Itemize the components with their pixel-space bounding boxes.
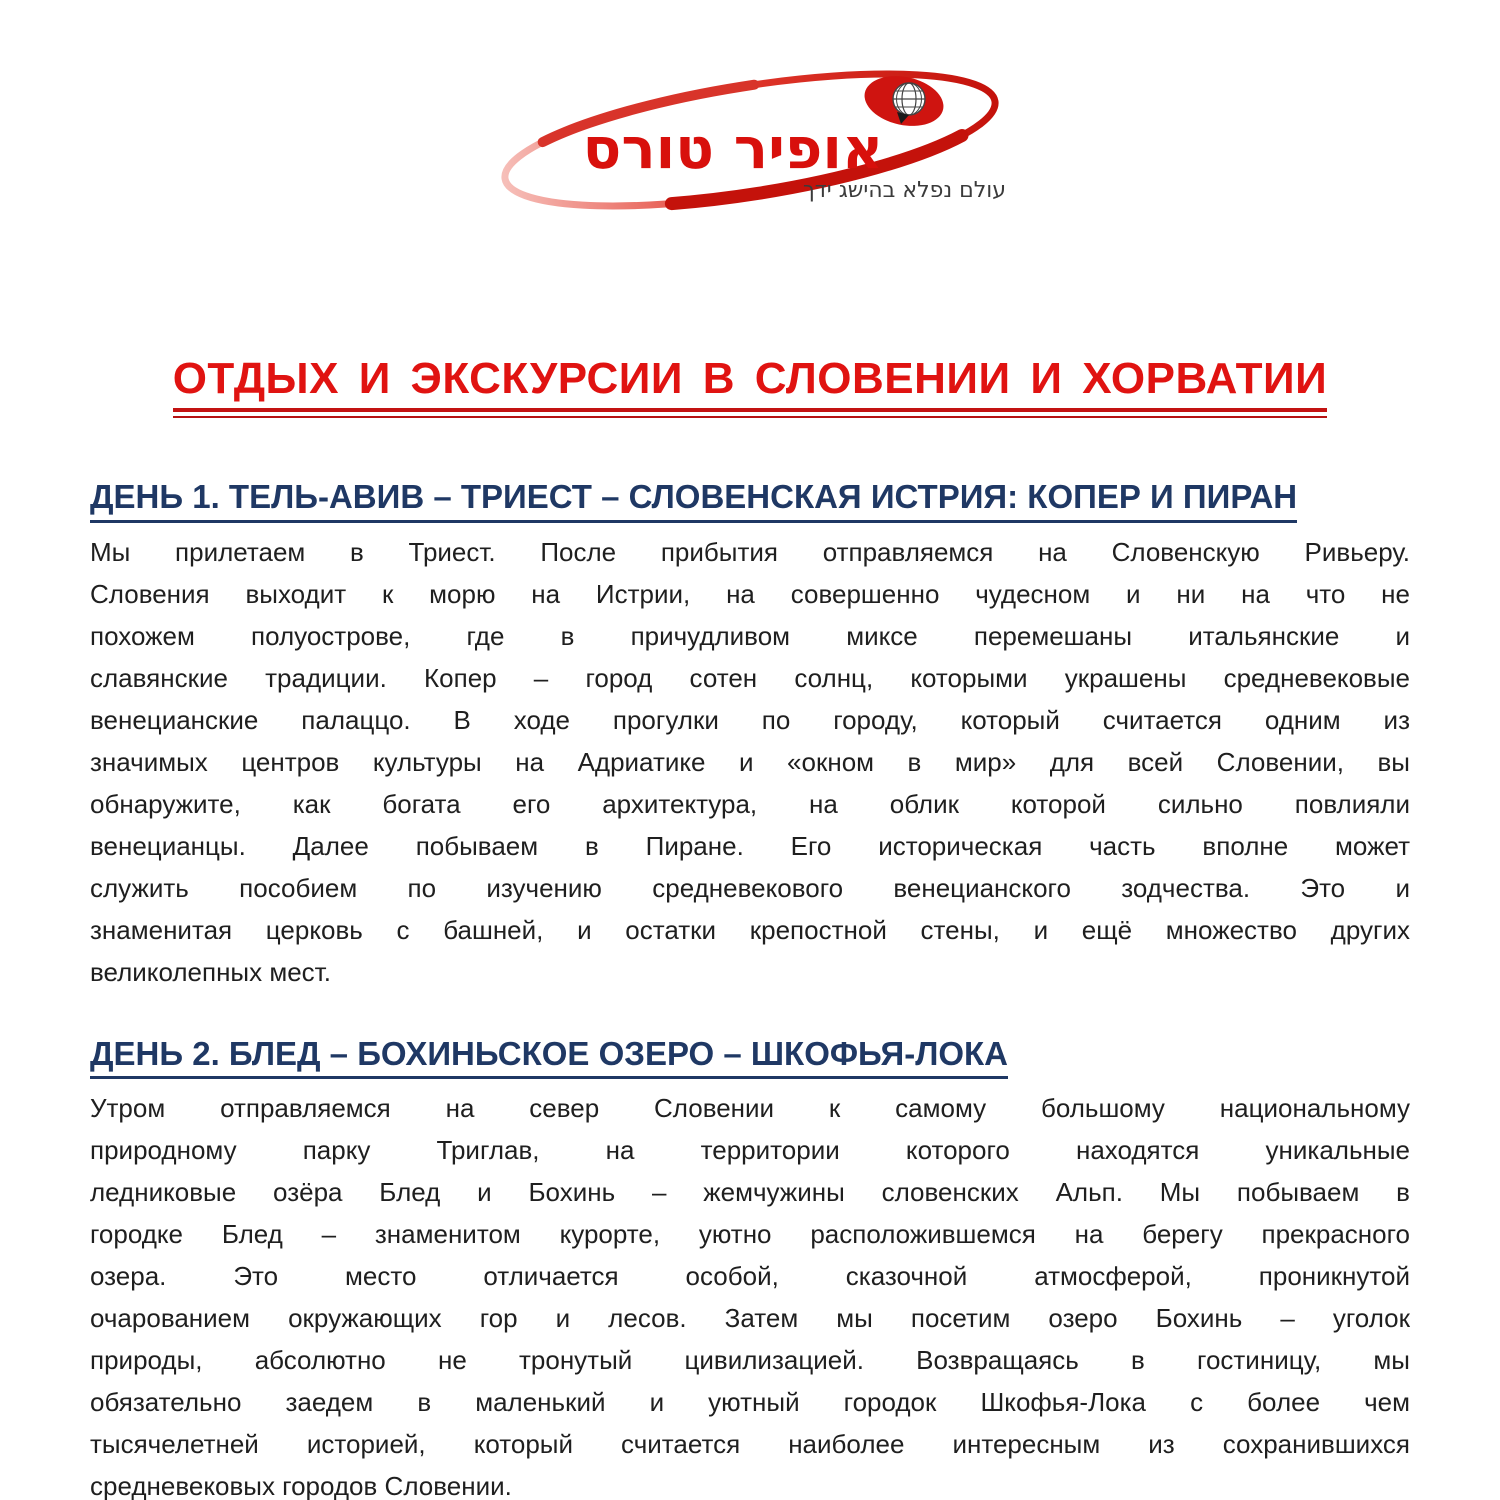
day-1-heading <box>90 476 1410 522</box>
document-body <box>90 476 1410 1500</box>
body-line: славянские традиции. Копер – город сотен солнц, которыми украшены средневековые <box>90 662 1410 693</box>
body-line: значимых центров культуры на Адриатике и «окном в мир» для всей Словении, вы <box>90 746 1410 777</box>
body-line: венецианцы. Далее побываем в Пиране. Его историческая часть вполне может <box>90 830 1410 861</box>
body-line: тысячелетней историей, который считается наиболее интересным из сохранившихся <box>90 1428 1410 1459</box>
body-line: природы, абсолютно не тронутый цивилизацией. Возвращаясь в гостиницу, мы <box>90 1344 1410 1375</box>
body-line: служить пособием по изучению средневекового венецианского зодчества. Это и <box>90 872 1410 903</box>
brand-tagline-hebrew: עולם נפלא בהישג ידך <box>802 178 1006 203</box>
document-title: ОТДЫХ И ЭКСКУРСИИ В СЛОВЕНИИ И ХОРВАТИИ <box>173 354 1328 418</box>
body-line: Словения выходит к морю на Истрии, на совершенно чудесном и ни на что не <box>90 578 1410 609</box>
company-logo <box>485 68 1015 218</box>
company-logo-graphic <box>485 68 1015 213</box>
body-line: средневековых городов Словении. <box>90 1470 512 1500</box>
body-line: великолепных мест. <box>90 956 331 987</box>
body-line: Утром отправляемся на север Словении к самому большому национальному <box>90 1092 1410 1123</box>
day-2-heading-text: ДЕНЬ 2. БЛЕД – БОХИНЬСКОЕ ОЗЕРО – ШКОФЬЯ-ЛОКА <box>90 1033 1008 1079</box>
day-2-heading <box>90 1033 1410 1079</box>
day-2-paragraph <box>90 1087 1410 1500</box>
body-line: Мы прилетаем в Триест. После прибытия отправляемся на Словенскую Ривьеру. <box>90 536 1410 567</box>
brand-name-hebrew: אופיר טורס <box>582 116 884 182</box>
day-1-paragraph <box>90 531 1410 993</box>
body-line: ледниковые озёра Блед и Бохинь – жемчужины словенских Альп. Мы побываем в <box>90 1176 1410 1207</box>
body-line: венецианские палаццо. В ходе прогулки по городу, который считается одним из <box>90 704 1410 735</box>
body-line: озера. Это место отличается особой, сказочной атмосферой, проникнутой <box>90 1260 1410 1291</box>
body-line: похожем полуострове, где в причудливом миксе перемешаны итальянские и <box>90 620 1410 651</box>
document-title-row <box>0 354 1500 418</box>
body-line: знаменитая церковь с башней, и остатки крепостной стены, и ещё множество других <box>90 914 1410 945</box>
day-1-heading-text: ДЕНЬ 1. ТЕЛЬ-АВИВ – ТРИЕСТ – СЛОВЕНСКАЯ ИСТРИЯ: КОПЕР И ПИРАН <box>90 476 1297 522</box>
body-line: обязательно заедем в маленький и уютный городок Шкофья-Лока с более чем <box>90 1386 1410 1417</box>
body-line: обнаружите, как богата его архитектура, на облик которой сильно повлияли <box>90 788 1410 819</box>
body-line: природному парку Триглав, на территории которого находятся уникальные <box>90 1134 1410 1165</box>
body-line: городке Блед – знаменитом курорте, уютно расположившемся на берегу прекрасного <box>90 1218 1410 1249</box>
body-line: очарованием окружающих гор и лесов. Затем мы посетим озеро Бохинь – уголок <box>90 1302 1410 1333</box>
